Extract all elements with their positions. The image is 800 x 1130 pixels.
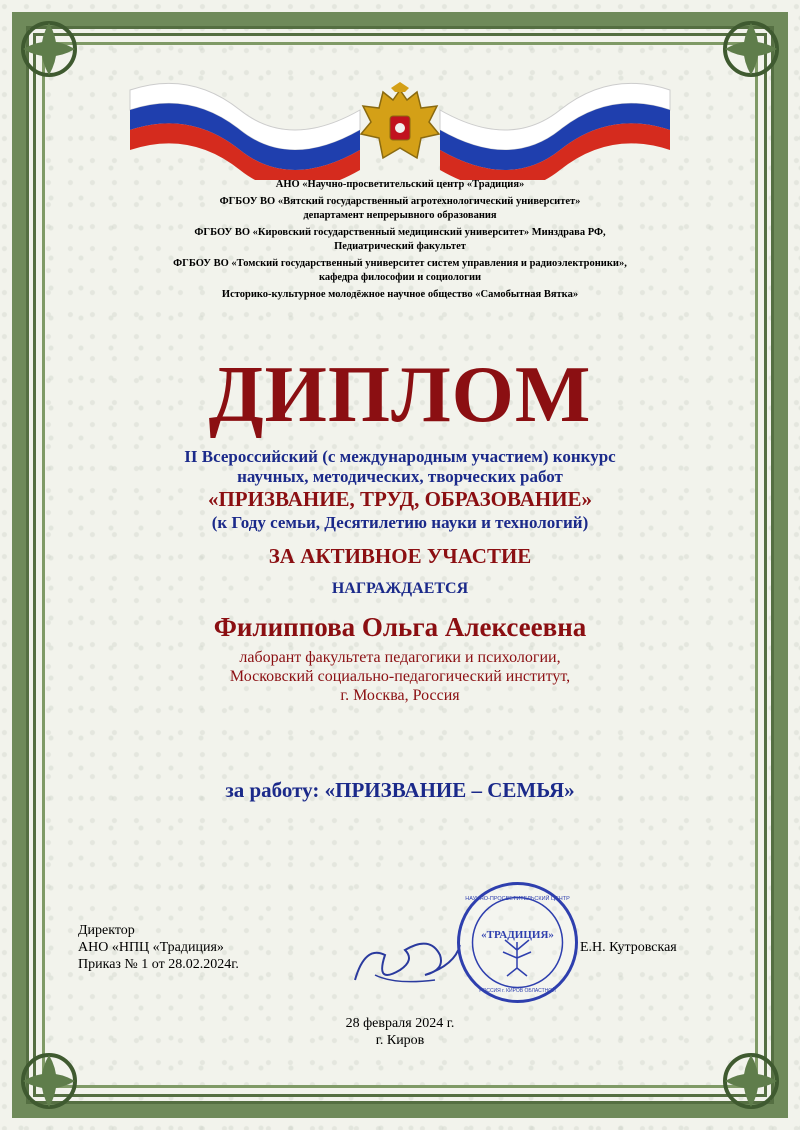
org-line: Историко-культурное молодёжное научное общество «Самобытная Вятка» bbox=[221, 289, 579, 300]
nomination: ЗА АКТИВНОЕ УЧАСТИЕ bbox=[268, 544, 532, 568]
issue-place: г. Киров bbox=[375, 1033, 425, 1048]
director-info bbox=[78, 922, 239, 973]
corner-ornament-bl bbox=[14, 1046, 84, 1116]
org-line: Педиатрический факультет bbox=[334, 241, 466, 252]
organization-stamp bbox=[455, 880, 580, 1005]
corner-ornament-br bbox=[716, 1046, 786, 1116]
awarded-label: НАГРАЖДАЕТСЯ bbox=[331, 580, 469, 597]
svg-text:«ТРАДИЦИЯ»: «ТРАДИЦИЯ» bbox=[481, 929, 554, 941]
svg-text:РОССИЯ г. КИРОВ ОБЛАСТНОЙ: РОССИЯ г. КИРОВ ОБЛАСТНОЙ bbox=[479, 988, 556, 994]
org-line: АНО «Научно-просветительский центр «Традиция» bbox=[275, 179, 525, 190]
org-line: кафедра философии и социологии bbox=[318, 272, 482, 283]
org-line: департамент непрерывного образования bbox=[303, 210, 497, 221]
contest-line-1: II Всероссийский (с международным участием) конкурс bbox=[184, 447, 616, 466]
svg-text:НАУЧНО-ПРОСВЕТИТЕЛЬСКИЙ ЦЕНТР: НАУЧНО-ПРОСВЕТИТЕЛЬСКИЙ ЦЕНТР bbox=[465, 896, 570, 902]
organizations-block bbox=[0, 178, 800, 302]
org-line: ФГБОУ ВО «Кировский государственный медицинский университет» Минздрава РФ, bbox=[194, 227, 606, 238]
recipient-name: Филиппова Ольга Алексеевна bbox=[213, 612, 587, 642]
org-line: ФГБОУ ВО «Томский государственный университет систем управления и радиоэлектроники», bbox=[173, 258, 627, 269]
contest-name: «ПРИЗВАНИЕ, ТРУД, ОБРАЗОВАНИЕ» bbox=[207, 487, 593, 511]
org-line: ФГБОУ ВО «Вятский государственный агротехнологический университет» bbox=[219, 196, 581, 207]
work-title: за работу: «ПРИЗВАНИЕ – СЕМЬЯ» bbox=[225, 778, 575, 802]
issue-info bbox=[0, 1015, 800, 1049]
russian-flag-ribbon-left bbox=[120, 70, 370, 180]
russian-flag-ribbon-right bbox=[430, 70, 680, 180]
diploma-title: ДИПЛОМ bbox=[208, 351, 592, 439]
recipient-city: г. Москва, Россия bbox=[340, 687, 460, 704]
contest-subtitle: (к Году семьи, Десятилетию науки и технологий) bbox=[211, 513, 589, 532]
issue-date: 28 февраля 2024 г. bbox=[345, 1016, 455, 1031]
corner-ornament-tl bbox=[14, 14, 84, 84]
recipient-details bbox=[0, 648, 800, 705]
contest-line-2: научных, методических, творческих работ bbox=[237, 467, 563, 486]
order-reference: Приказ № 1 от 28.02.2024г. bbox=[78, 957, 239, 972]
recipient-position: лаборант факультета педагогики и психологии, bbox=[239, 649, 561, 666]
director-role: Директор bbox=[78, 923, 135, 938]
director-name: Е.Н. Кутровская bbox=[580, 940, 677, 955]
recipient-institution: Московский социально-педагогический институт, bbox=[229, 668, 571, 685]
contest-description bbox=[0, 447, 800, 487]
handwritten-signature bbox=[345, 925, 465, 995]
director-org: АНО «НПЦ «Традиция» bbox=[78, 940, 224, 955]
corner-ornament-tr bbox=[716, 14, 786, 84]
coat-of-arms-icon bbox=[355, 82, 445, 172]
